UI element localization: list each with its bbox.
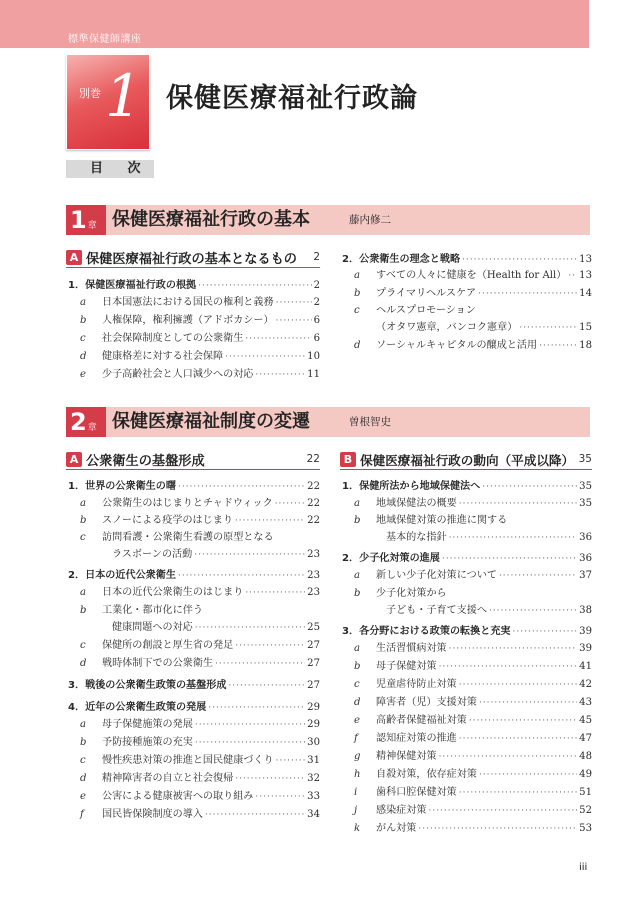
book-title: 保健医療福祉行政論 [166,83,418,114]
toc-heading[interactable]: 3．戦後の公衆衛生政策の基盤形成 ····· 27 [68,676,320,692]
page-number: iii [579,862,588,873]
section-1a-title: 保健医療福祉行政の基本となるもの [86,252,297,267]
toc-item[interactable]: b スノーによる疫学のはじまり ····· 22 [80,511,320,527]
volume-number: 1 [105,62,142,130]
toc-item[interactable]: e 少子高齢社会と人口減少への対応 ····· 11 [80,365,320,381]
section-1a-page: 2 [313,251,320,263]
toc-item[interactable]: d 精神障害者の自立と社会復帰 ····· 32 [80,769,320,785]
toc-item-continuation[interactable]: 子ども・子育て支援へ ····· 38 [386,601,592,617]
chapter-2-author: 曽根智史 [349,416,391,428]
toc-heading[interactable]: 4．近年の公衆衛生政策の発展 ····· 29 [68,698,320,714]
chapter-1-title: 保健医療福祉行政の基本 [112,209,310,230]
section-2b-title: 保健医療福祉行政の動向（平成以降） [360,453,575,468]
chapter-2-suffix: 章 [87,423,97,433]
toc-item[interactable]: c 児童虐待防止対策 ····· 42 [354,675,592,691]
toc-item[interactable]: a 新しい少子化対策について ····· 37 [354,566,592,582]
toc-item[interactable]: d 障害者（児）支援対策 ····· 43 [354,693,592,709]
section-2a-page: 22 [306,453,320,465]
chapter-1-suffix: 章 [87,221,97,231]
toc-item[interactable]: d 戦時体制下での公衆衛生 ····· 27 [80,654,320,670]
toc-item-continuation[interactable]: 健康問題への対応 ····· 25 [112,618,320,634]
section-1a-heading [66,250,320,268]
toc-item-continuation[interactable]: ラスボーンの活動 ····· 23 [112,545,320,561]
chapter-1-number-box [66,205,106,235]
toc-item[interactable]: c 保健所の創設と厚生省の発足 ····· 27 [80,636,320,652]
section-2b-heading [340,452,592,470]
toc-item[interactable]: b プライマリヘルスケア ····· 14 [354,284,592,300]
toc-heading[interactable]: 2．少子化対策の進展 ····· 36 [342,549,592,565]
chapter-2-number-box [66,407,106,437]
chapter-1-author: 藤内修二 [349,214,391,226]
toc-item[interactable]: k がん対策 ····· 53 [354,819,592,835]
toc-heading[interactable]: 1．保健医療福祉行政の根拠 ····· 2 [68,276,320,292]
toc-item[interactable]: a 生活習慣病対策 ····· 39 [354,639,592,655]
toc-item-multiline[interactable]: c ヘルスプロモーション [354,305,476,316]
section-1a-badge: A [66,250,82,265]
toc-item[interactable]: f 国民皆保険制度の導入 ····· 34 [80,805,320,821]
toc-heading[interactable]: 1．保健所法から地域保健法へ ····· 35 [342,477,592,493]
toc-item[interactable]: b 母子保健対策 ····· 41 [354,657,592,673]
toc-item[interactable]: b 予防接種施策の充実 ····· 30 [80,733,320,749]
section-2b-badge: B [340,452,356,467]
toc-item[interactable]: c 慢性疾患対策の推進と国民健康づくり ····· 31 [80,751,320,767]
toc-item-continuation[interactable]: 基本的な指針 ····· 36 [386,528,592,544]
toc-item[interactable]: d 健康格差に対する社会保障 ····· 10 [80,347,320,363]
toc-heading[interactable]: 1．世界の公衆衛生の曙 ····· 22 [68,477,320,493]
toc-label: 目 次 [90,161,151,176]
toc-item[interactable]: b 人権保障，権利擁護（アドボカシー） ····· 6 [80,311,320,327]
toc-item[interactable]: a 日本の近代公衆衛生のはじまり ····· 23 [80,583,320,599]
toc-heading[interactable]: 2．日本の近代公衆衛生 ····· 23 [68,566,320,582]
toc-item-multiline[interactable]: b 少子化対策から [354,588,447,599]
toc-item[interactable]: a 母子保健施策の発展 ····· 29 [80,715,320,731]
toc-item[interactable]: d ソーシャルキャピタルの醸成と活用 ····· 18 [354,336,592,352]
toc-item[interactable]: a 公衆衛生のはじまりとチャドウィック ····· 22 [80,494,320,510]
toc-item[interactable]: f 認知症対策の推進 ····· 47 [354,729,592,745]
toc-item[interactable]: g 精神保健対策 ····· 48 [354,747,592,763]
volume-prefix: 別巻 [79,87,101,100]
chapter-2-title: 保健医療福祉制度の変遷 [112,411,310,432]
toc-heading[interactable]: 3．各分野における政策の転換と充実 ····· 39 [342,622,592,638]
volume-badge [66,54,150,150]
toc-item[interactable]: a 日本国憲法における国民の権利と義務 ····· 2 [80,293,320,309]
toc-item[interactable]: a すべての人々に健康を（Health for All） ····· 13 [354,266,592,282]
toc-item[interactable]: h 自殺対策，依存症対策 ····· 49 [354,765,592,781]
toc-item[interactable]: j 感染症対策 ····· 52 [354,801,592,817]
toc-item[interactable]: a 地域保健法の概要 ····· 35 [354,494,592,510]
toc-item[interactable]: e 公害による健康被害への取り組み ····· 33 [80,787,320,803]
section-2b-page: 35 [578,453,592,465]
toc-item[interactable]: c 社会保障制度としての公衆衛生 ····· 6 [80,329,320,345]
section-2a-badge: A [66,452,82,467]
toc-item-multiline[interactable]: c 訪問看護・公衆衛生看護の原型となる [80,532,274,543]
chapter-2-number: 2 [70,408,87,436]
toc-item-multiline[interactable]: b 地域保健対策の推進に関する [354,515,508,526]
chapter-1-header [66,205,590,235]
section-2a-heading [66,452,320,470]
toc-label-bar [66,160,154,178]
toc-item-continuation[interactable]: （オタワ憲章，バンコク憲章） ····· 15 [376,318,592,334]
toc-item-multiline[interactable]: b 工業化・都市化に伴う [80,605,203,616]
chapter-1-number: 1 [70,206,87,234]
series-name: 標準保健師講座 [68,34,142,45]
toc-item[interactable]: e 高齢者保健福祉対策 ····· 45 [354,711,592,727]
toc-heading[interactable]: 2．公衆衛生の理念と戦略 ····· 13 [342,250,592,266]
chapter-2-header [66,407,590,437]
section-2a-title: 公衆衛生の基盤形成 [86,454,205,469]
toc-item[interactable]: i 歯科口腔保健対策 ····· 51 [354,783,592,799]
